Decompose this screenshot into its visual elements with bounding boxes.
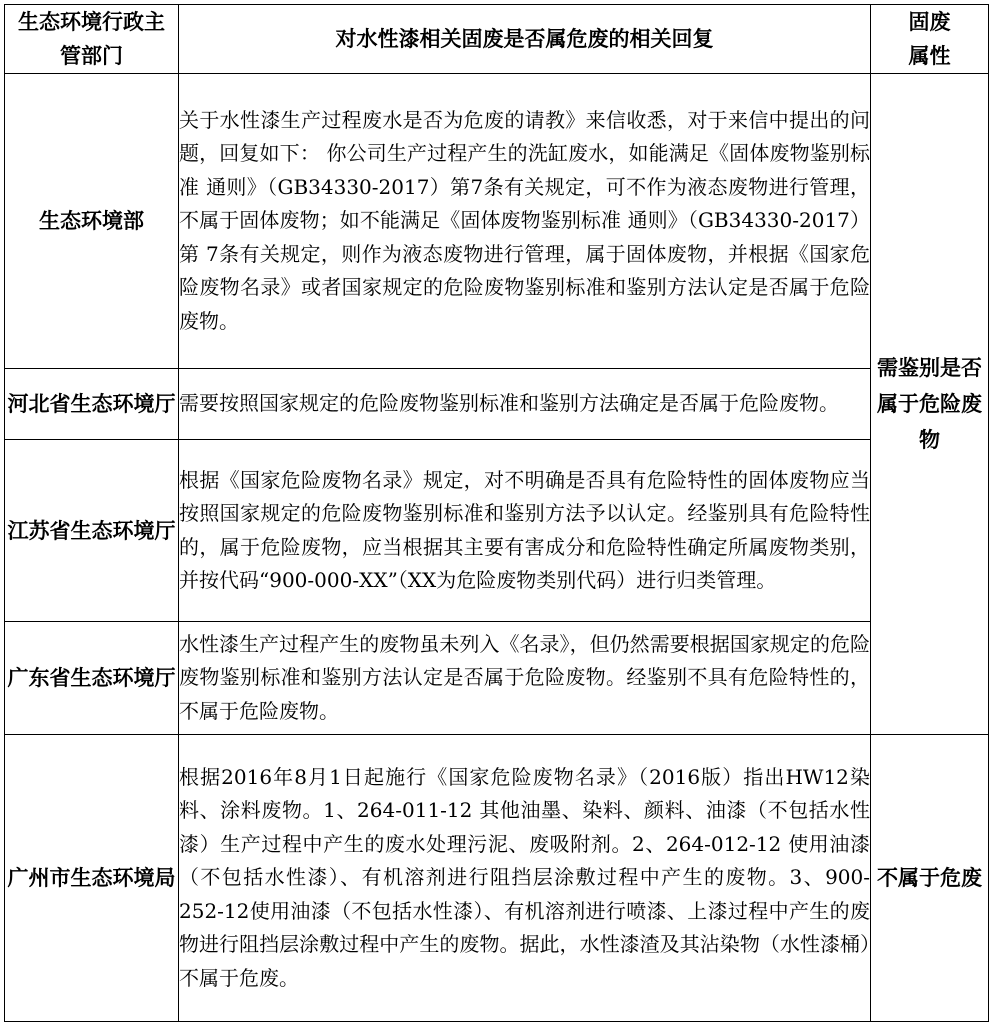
reply-cell: 根据《国家危险废物名录》规定，对不明确是否具有危险特性的固体废物应当按照国家规定的危险废物鉴别标准和鉴别方法予以认定。经鉴别具有危险特性的，属于危险废物，应当根据其主要有害成分和危险特性确定所属废物类别，并按代码“900-000-XX”（XX为危险废物类别代码）进行归类管理。 xyxy=(179,440,871,622)
header-department: 生态环境行政主管部门 xyxy=(5,5,179,74)
reply-cell: 根据2016年8月1日起施行《国家危险废物名录》（2016版）指出HW12染料、涂料废物。1、264-011-12 其他油墨、染料、颜料、油漆（不包括水性漆）生产过程中产生的废水处理污泥、废吸附剂。2、264-012-12 使用油漆（不包括水性漆）、有机溶剂进行阻挡层涂敷过程中产生的废物。3、900-252-12使用油漆（不包括水性漆）、有机溶剂进行喷漆、上漆过程中产生的废物进行阻挡层涂敷过程中产生的废物。据此，水性漆渣及其沾染物（水性漆桶）不属于危废。 xyxy=(179,735,871,1022)
attribute-cell: 需鉴别是否属于危险废物 xyxy=(871,74,989,735)
document-table xyxy=(4,4,989,1022)
reply-cell: 需要按照国家规定的危险废物鉴别标准和鉴别方法确定是否属于危险废物。 xyxy=(179,369,871,440)
reply-cell: 水性漆生产过程产生的废物虽未列入《名录》，但仍然需要根据国家规定的危险废物鉴别标准和鉴别方法认定是否属于危险废物。经鉴别不具有危险特性的，不属于危险废物。 xyxy=(179,622,871,735)
table-row xyxy=(5,440,989,622)
table-row xyxy=(5,74,989,369)
reply-cell: 关于水性漆生产过程废水是否为危废的请教》来信收悉，对于来信中提出的问题，回复如下： 你公司生产过程产生的洗缸废水，如能满足《固体废物鉴别标准 通则》（GB34330-2017）第7条有关规定，可不作为液态废物进行管理，不属于固体废物；如不能满足《固体废物鉴别标准 通则》（GB34330-2017）第 7条有关规定，则作为液态废物进行管理，属于固体废物，并根据《国家危险废物名录》或者国家规定的危险废物鉴别标准和鉴别方法认定是否属于危险废物。 xyxy=(179,74,871,369)
table-row xyxy=(5,622,989,735)
attribute-cell: 不属于危废 xyxy=(871,735,989,1022)
department-cell: 广州市生态环境局 xyxy=(5,735,179,1022)
department-cell: 河北省生态环境厅 xyxy=(5,369,179,440)
table-row xyxy=(5,735,989,1022)
department-cell: 江苏省生态环境厅 xyxy=(5,440,179,622)
table-row xyxy=(5,369,989,440)
header-attribute: 固废属性 xyxy=(871,5,989,74)
header-reply: 对水性漆相关固废是否属危废的相关回复 xyxy=(179,5,871,74)
department-cell: 生态环境部 xyxy=(5,74,179,369)
department-cell: 广东省生态环境厅 xyxy=(5,622,179,735)
header-row xyxy=(5,5,989,74)
